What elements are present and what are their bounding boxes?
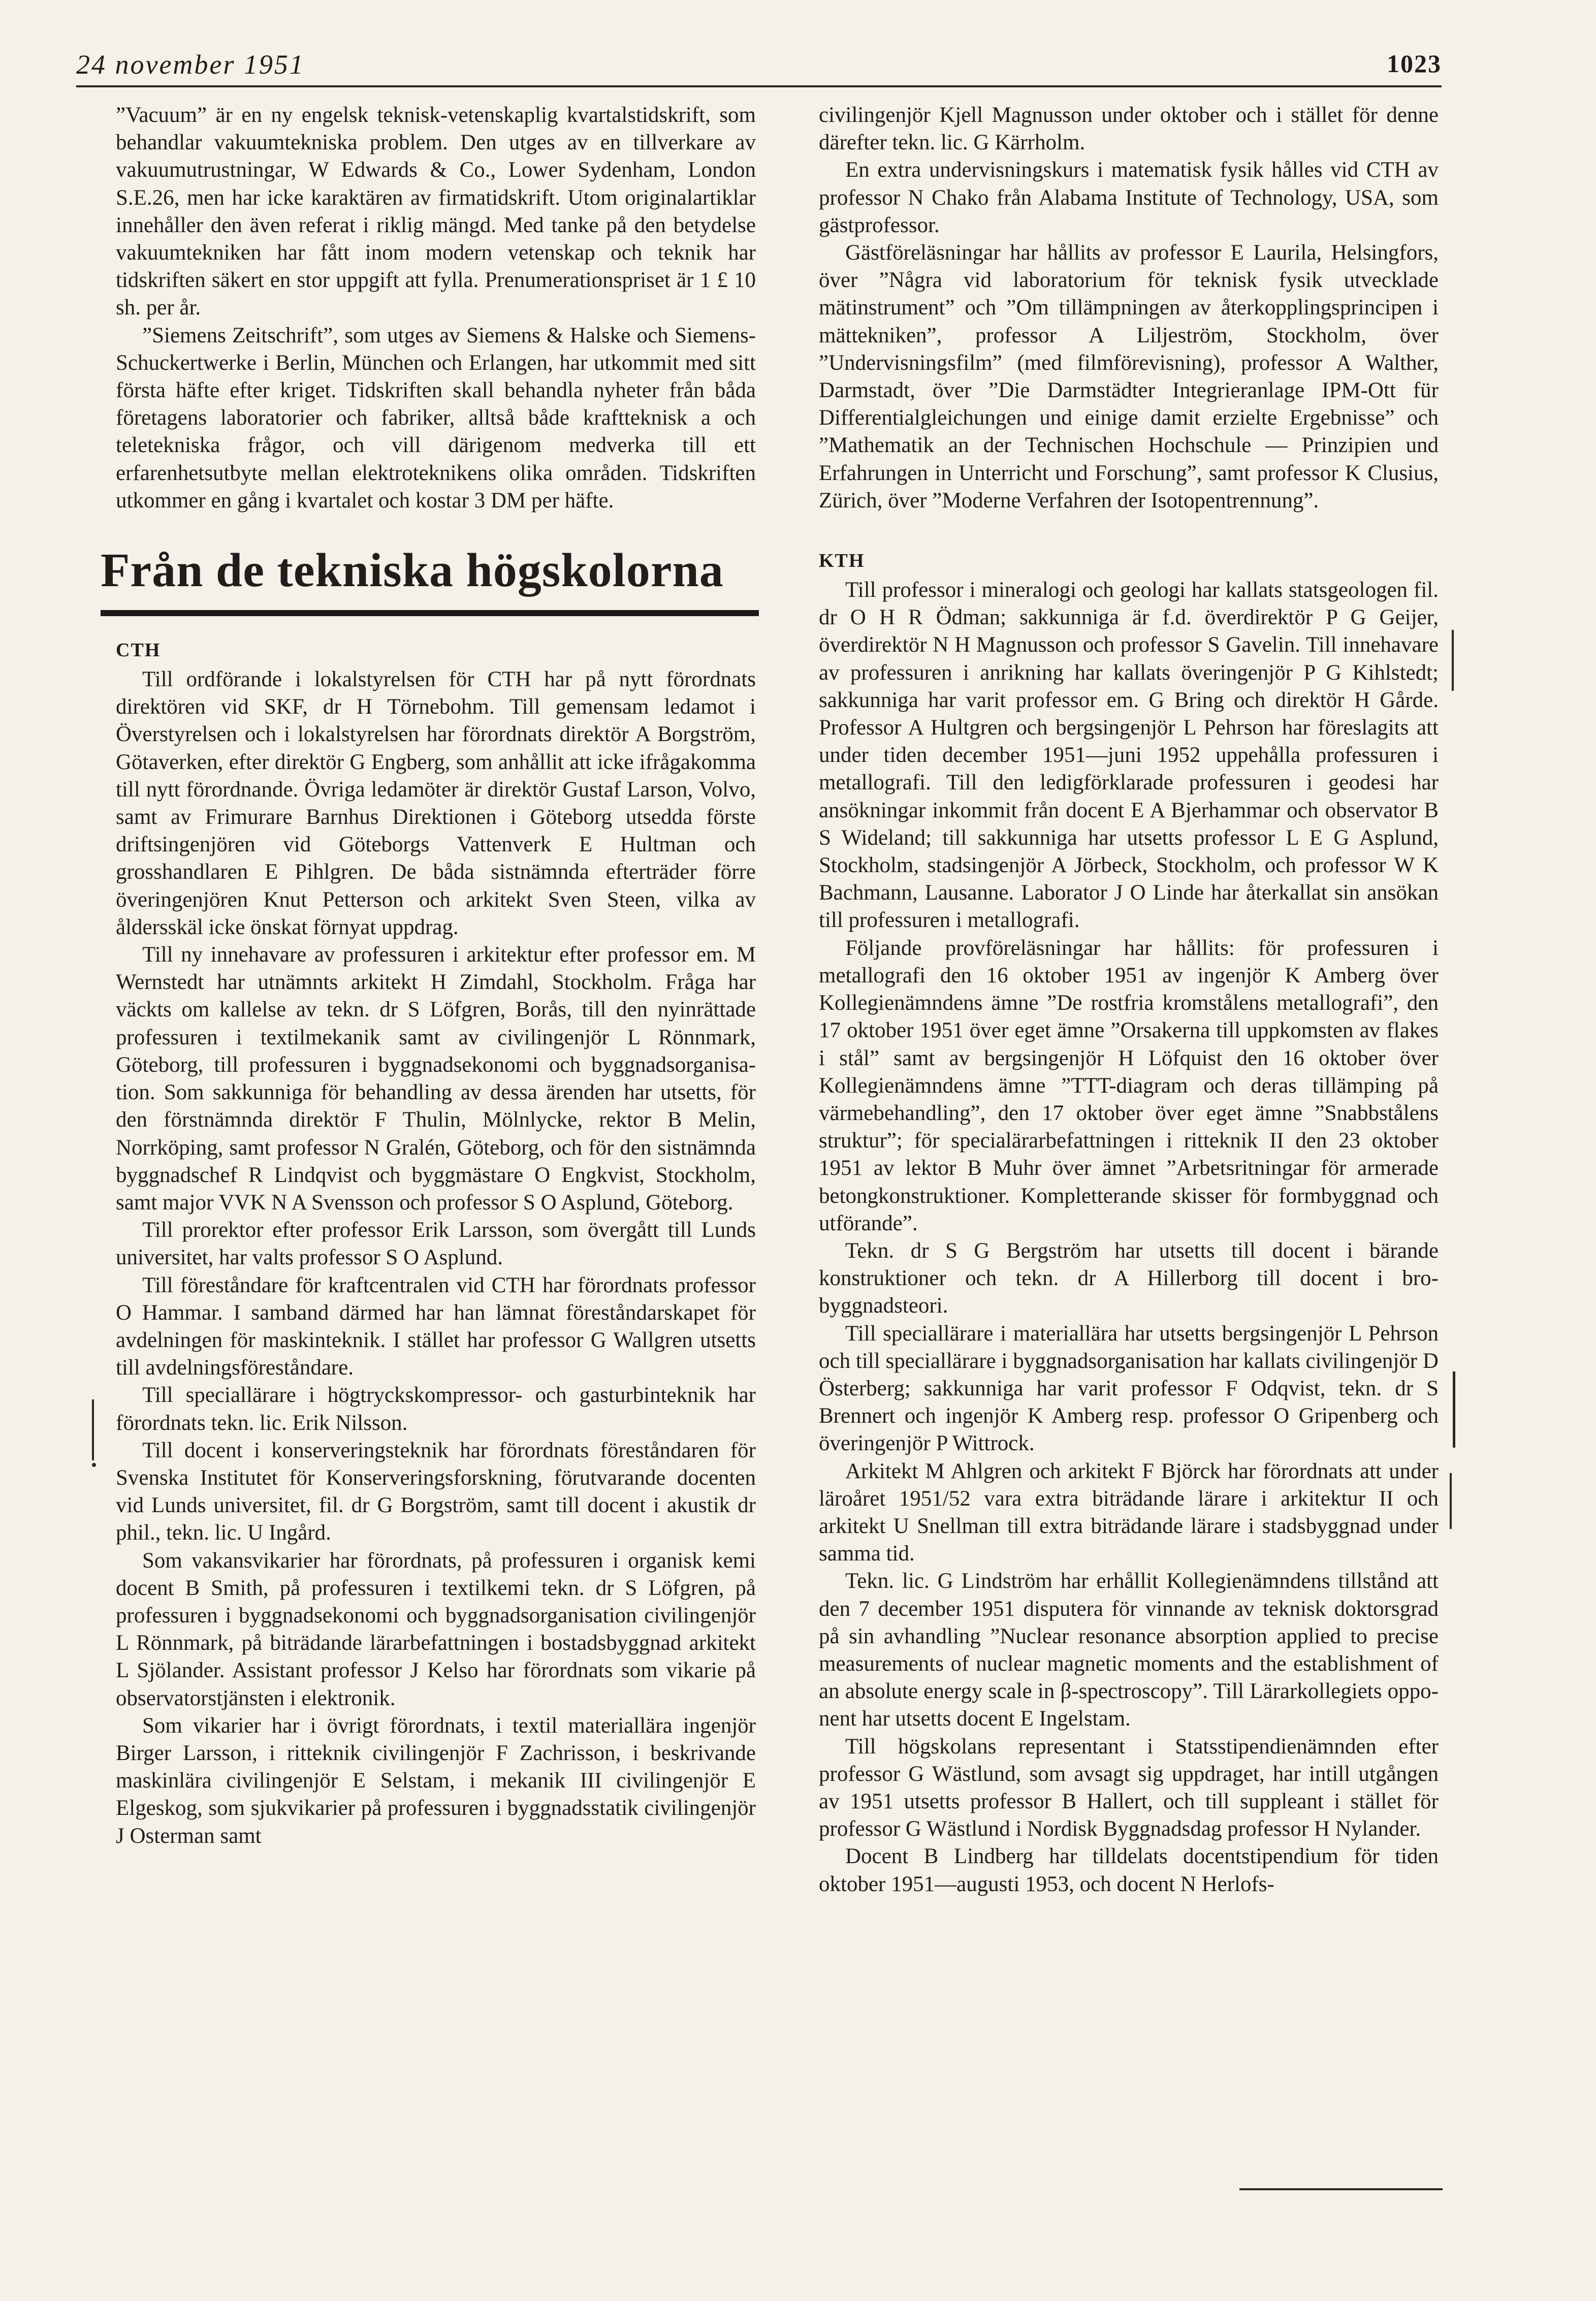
cth-paragraph: Till föreståndare för kraftcentralen vid CTH har förordnats professor O Hammar. I samband därmed har han lämnat föreståndarskapet för avdelningen för maskinteknik. I stället har professor G Wallgren utsetts till avdelningsföreståndare.	[116, 1273, 756, 1380]
page-header	[76, 40, 1442, 85]
kth-paragraph: Tekn. lic. G Lindström har erhållit Kollegienämndens tillstånd att den 7 december 1951 disputera för vinnande av teknisk doktorsgrad på sin avhandling ”Nuclear resonance absorption applied to precise measurements of nuclear magnetic moments and the establishment of an absolute energy scale in β-spectroscopy”. Till Lärarkollegiets opponent har utsetts docent E Ingelstam.	[819, 1569, 1439, 1731]
kth-paragraph: Följande provföreläsningar har hållits: för professuren i metallografi den 16 oktober 1951 av ingenjör K Amberg över Kollegienämndens ämne ”De rostfria kromstålens metallografi”, den 17 oktober 1951 över eget ämne ”Orsakerna till uppkomsten av flakes i stål” samt av bergsingenjör H Löfquist den 16 oktober över Kollegienämndens ämne ”TTT-diagram och deras tillämping på värmebehandling”, den 17 oktober över eget ämne ”Snabbstålens struktur”; för specialärarbefattningen i ritteknik II den 23 oktober 1951 av lektor B Muhr över ämnet ”Arbetsritningar för armerade betongkonstruktioner. Kompletterande skisser för formbyggnad och utförande”.	[819, 936, 1439, 1235]
kth-paragraph: Till speciallärare i materiallära har utsetts bergsingenjör L Pehrson och till speciallärare i byggnadsorganisation har kallats civilingenjör D Österberg; sakkunniga har varit professor F Odqvist, tekn. dr S Brennert och ingenjör K Amberg resp. professor O Gripenberg och överingenjör P Wittrock.	[819, 1321, 1439, 1456]
headline-rule	[101, 610, 759, 616]
cth-paragraph: Som vakansvikarier har förordnats, på professuren i organisk kemi docent B Smith, på professuren i textilkemi tekn. dr S Löfgren, på professuren i byggnadsekonomi och byggnadsorganisation civilingenjör L Rönnmark, på biträdande lärarbefattningen i bostadsbyggnad arkitekt L Sjölander. Assistant professor J Kelso har förordnats som vikarie på observatorstjänsten i elektronik.	[116, 1548, 756, 1710]
margin-mark	[1450, 1473, 1452, 1529]
kth-paragraph: Till högskolans representant i Statsstipendienämnden efter professor G Wästlund, som avsagt sig uppdraget, har intill utgången av 1951 utsetts professor B Hallert, och till suppleant i stället för professor G Wästlund i Nordisk Byggnadsdag professor H Nylander.	[819, 1734, 1439, 1841]
margin-mark	[1452, 630, 1454, 691]
margin-mark	[92, 1399, 94, 1460]
section-heading-kth: KTH	[819, 550, 865, 572]
section-headline: Från de tekniska högskolorna	[101, 544, 724, 597]
kth-paragraph: Docent B Lindberg har tilldelats docentstipendium för tiden oktober 1951—augusti 1953, och docent N Herlofs-	[819, 1844, 1439, 1896]
page-number: 1023	[1387, 49, 1442, 78]
cth-paragraph: Till ny innehavare av professuren i arkitektur efter professor em. M Wernstedt har utnämnts arkitekt H Zimdahl, Stockholm. Fråga har väckts om kallelse av tekn. dr S Löfgren, Borås, till den nyinrättade professuren i textilmekanik samt av civilingenjör L Rönnmark, Göteborg, till professuren i byggnadsekonomi och byggnadsorganisation. Som sakkunniga för behandling av dessa ärenden har utsetts, för den förstnämnda direktör F Thulin, Mölnlycke, rektor B Melin, Norrköping, samt professor N Gralén, Göteborg, och för den sistnämnda byggnadschef R Lindqvist och byggmästare O Engkvist, Stockholm, samt major VVK N A Svensson och professor S O Asplund, Göteborg.	[116, 943, 756, 1215]
kth-paragraph: Arkitekt M Ahlgren och arkitekt F Björck har förordnats att under läroåret 1951/52 vara extra biträdande lärare i arkitektur II och arkitekt U Snellman till extra biträdande lärare i stadsbyggnad under samma tid.	[819, 1459, 1439, 1566]
cth-paragraph: Till docent i konserveringsteknik har förordnats föreståndaren för Svenska Institutet för Konserveringsforskning, förutvarande docenten vid Lunds universitet, fil. dr G Borgström, samt till docent i akustik dr phil., tekn. lic. U Ingård.	[116, 1438, 756, 1545]
cth-paragraph: Till ordförande i lokalstyrelsen för CTH har på nytt förordnats direktören vid SKF, dr H Törnebohm. Till gemensam ledamot i Överstyrelsen och i lokalstyrelsen har förordnats direktör A Borgström, Götaverken, efter direktör G Engberg, som anhållit att icke ifrågakomma till nytt förordnande. Övriga ledamöter är direktör Gustaf Larson, Volvo, samt av Frimurare Barnhus Direktionen i Göteborg utsedda förste driftsingenjören vid Göteborgs Vattenverk E Hultman och grosshandlaren E Pihlgren. De båda sistnämnda efterträder förre överingenjören Knut Petterson och arkitekt Sven Steen, vilka av åldersskäl icke önskat förnyat uppdrag.	[116, 667, 756, 939]
right-column	[819, 102, 1439, 1898]
cth-paragraph: Till speciallärare i högtryckskompressor- och gasturbinteknik har förordnats tekn. lic. Erik Nilsson.	[116, 1383, 756, 1435]
cth-continued-paragraph: civilingenjör Kjell Magnusson under oktober och i stället för denne därefter tekn. lic. G Kärrholm.	[819, 103, 1439, 155]
left-column	[101, 102, 756, 1850]
kth-paragraph: Tekn. dr S G Bergström har utsetts till docent i bärande konstruktioner och tekn. dr A Hillerborg till docent i brobyggnadsteori.	[819, 1238, 1439, 1318]
kth-paragraph: Till professor i mineralogi och geologi har kallats statsgeologen fil. dr O H R Ödman; sakkunniga är f.d. överdirektör P G Geijer, överdirektör N H Magnusson och professor S Gavelin. Till innehavare av professuren i anrikning har kallats överingenjör P G Kihlstedt; sakkunniga har varit professor em. G Bring och direktör H Gårde. Professor A Hultgren och bergsingenjör L Pehrson har föreslagits att under tiden december 1951—juni 1952 uppehålla professuren i metallografi. Till den ledigförklarade professuren i geodesi har ansökningar inkommit från docent E A Bjerhammar och observator B S Wideland; till sakkunniga har utsetts professor L E G Asplund, Stockholm, stadsingenjör A Jörbeck, Stockholm, och professor W K Bachmann, Lausanne. Laborator J O Linde har återkallat sin ansökan till professuren i metallografi.	[819, 578, 1439, 933]
cth-paragraph: Som vikarier har i övrigt förordnats, i textil materiallära ingenjör Birger Larsson, i ritteknik civilingenjör F Zachrisson, i beskrivande maskinlära civilingenjör E Selstam, i mekanik III civilingenjör E Elgeskog, som sjukvikarier på professuren i byggnadsstatik civilingenjör J Osterman samt	[116, 1713, 756, 1848]
cth-continued-paragraph: Gästföreläsningar har hållits av professor E Laurila, Helsingfors, över ”Några vid laboratorium för teknisk fysik utvecklade mätinstrument” och ”Om tillämpningen av återkopplingsprincipen i mättekniken”, professor A Liljeström, Stockholm, över ”Undervisningsfilm” (med filmförevisning), professor A Walther, Darmstadt, över ”Die Darmstädter Integrieranlage IPM-Ott für Differentialgleichungen und einige damit erzielte Ergebnisse” och ”Mathematik an der Technischen Hochschule — Prinzipien und Erfahrungen in Unterricht und Forschung”, samt professor K Clusius, Zürich, över ”Moderne Verfahren der Isotopentrennung”.	[819, 241, 1439, 513]
cth-continued-paragraph: En extra undervisningskurs i matematisk fysik hålles vid CTH av professor N Chako från Alabama Institute of Technology, USA, som gästprofessor.	[819, 158, 1439, 237]
cth-paragraph: Till prorektor efter professor Erik Larsson, som övergått till Lunds universitet, har valts professor S O Asplund.	[116, 1218, 756, 1270]
section-heading-cth: CTH	[116, 640, 161, 661]
issue-date: 24 november 1951	[76, 49, 305, 80]
end-rule	[1239, 2188, 1443, 2190]
vacuum-paragraph: ”Vacuum” är en ny engelsk teknisk-vetenskaplig kvartalstidskrift, som behandlar vakuumtekniska problem. Den utges av en tillverkare av vakuumutrustningar, W Edwards & Co., Lower Sydenham, London S.E.26, men har icke karaktären av firmatidskrift. Utom originalartiklar innehåller den även referat i riklig mängd. Med tanke på den betydelse vakuumtekniken har fått inom modern vetenskap och teknik har tidskriften säkert en stor uppgift att fylla. Prenumerationspriset är 1 £ 10 sh. per år.	[116, 103, 756, 320]
header-rule	[76, 85, 1442, 87]
margin-mark	[92, 1463, 96, 1467]
margin-mark	[1453, 1371, 1455, 1448]
siemens-paragraph: ”Siemens Zeitschrift”, som utges av Siemens & Halske och Siemens-Schuckertwerke i Berlin, München och Erlangen, har utkommit med sitt första häfte efter kriget. Tidskriften skall behandla nyheter från båda företagens laboratorier och fabriker, alltså både kraftteknisk a och teletekniska frågor, och vill därigenom medverka till ett erfarenhetsutbyte mellan elektroteknikens olika områden. Tidskriften utkommer en gång i kvartalet och kostar 3 DM per häfte.	[116, 323, 756, 513]
